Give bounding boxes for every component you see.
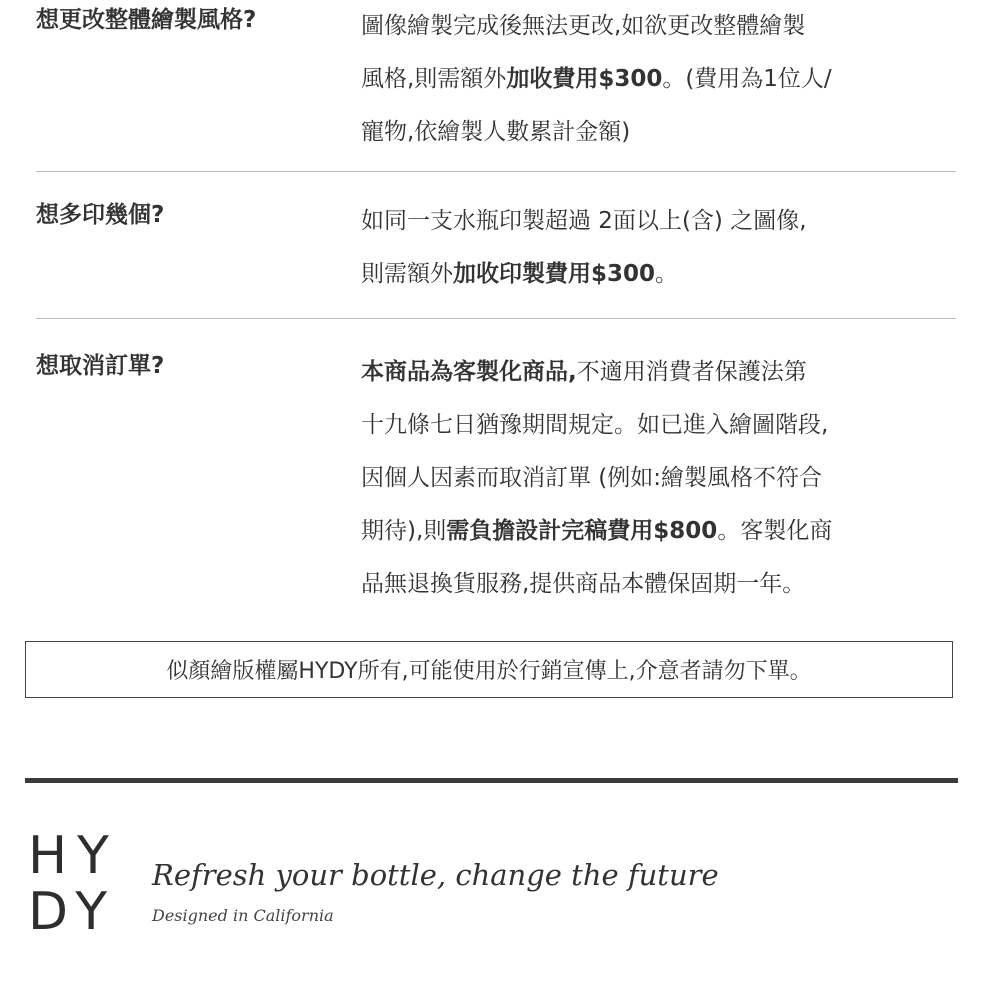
hydy-logo [28, 828, 119, 940]
copyright-notice: 似顏繪版權屬HYDY所有,可能使用於行銷宣傳上,介意者請勿下單。 [25, 641, 953, 698]
answer-text: 不適用消費者保護法第 [576, 359, 807, 385]
faq-question: 想更改整體繪製風格? [36, 7, 257, 33]
logo-line: HY [28, 826, 119, 886]
answer-text: 如同一支水瓶印製超過 2面以上(含) 之圖像, [361, 208, 807, 234]
answer-line [361, 53, 961, 106]
brand-subline: Designed in California [152, 906, 334, 925]
answer-text: 圖像繪製完成後無法更改,如欲更改整體繪製 [361, 13, 806, 39]
answer-line [361, 346, 961, 399]
answer-line [361, 399, 961, 452]
answer-emphasis: 加收印製費用$300 [453, 261, 656, 287]
faq-answer [361, 195, 961, 301]
answer-line [361, 248, 961, 301]
divider [36, 318, 956, 319]
logo-line: DY [28, 882, 117, 942]
divider [36, 171, 956, 172]
answer-text: 品無退換貨服務,提供商品本體保固期一年。 [361, 571, 806, 597]
answer-line [361, 106, 961, 159]
answer-line [361, 505, 961, 558]
answer-text: 。客製化商 [717, 518, 833, 544]
faq-question: 想多印幾個? [36, 202, 165, 228]
answer-emphasis: 需負擔設計完稿費用$800 [446, 518, 718, 544]
brand-tagline: Refresh your bottle, change the future [152, 858, 719, 892]
answer-line [361, 0, 961, 53]
answer-line [361, 558, 961, 611]
answer-text: 因個人因素而取消訂單 (例如:繪製風格不符合 [361, 465, 823, 491]
answer-text: 十九條七日猶豫期間規定。如已進入繪圖階段, [361, 412, 829, 438]
answer-text: 風格,則需額外 [361, 66, 507, 92]
answer-text: 期待),則 [361, 518, 447, 544]
faq-question: 想取消訂單? [36, 353, 165, 379]
answer-text: 。 [655, 261, 679, 287]
faq-answer [361, 0, 961, 159]
answer-emphasis: 本商品為客製化商品, [361, 359, 577, 385]
answer-line [361, 195, 961, 248]
answer-line [361, 452, 961, 505]
answer-text: 寵物,依繪製人數累計金額) [361, 119, 631, 145]
answer-text: 。(費用為1位人/ [662, 66, 832, 92]
faq-answer [361, 346, 961, 611]
answer-emphasis: 加收費用$300 [506, 66, 663, 92]
answer-text: 則需額外 [361, 261, 453, 287]
section-divider [25, 778, 958, 783]
